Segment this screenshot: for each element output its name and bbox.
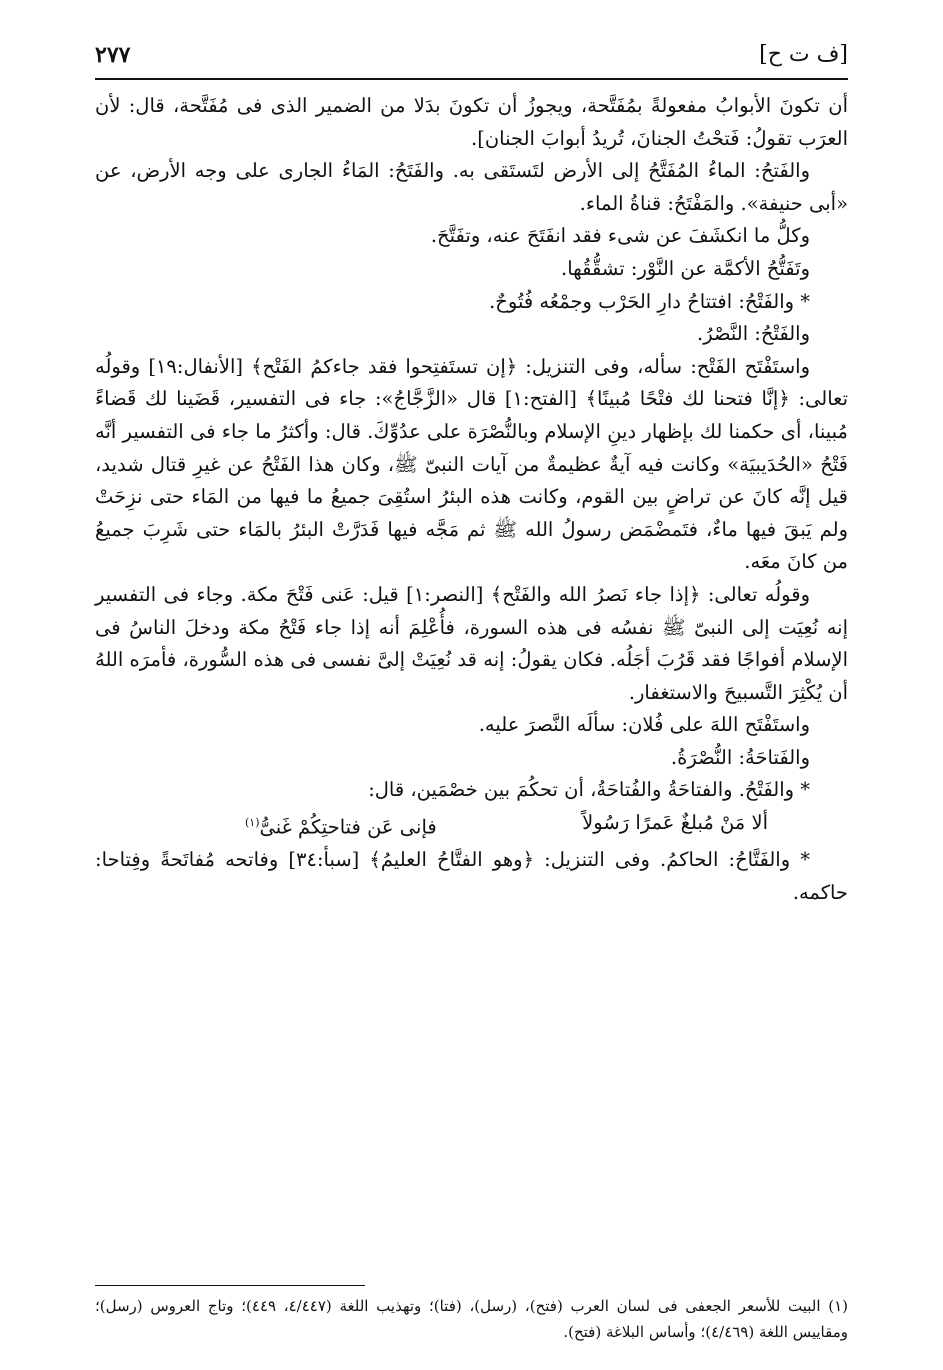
paragraph: والفَتاحَةُ: النُّصْرَةُ.	[670, 745, 810, 769]
paragraph: * والفَتْحُ: افتتاحُ دارِ الحَرْب وجمْعُه فُتُوحٌ.	[489, 289, 810, 313]
paragraph: وقولُه تعالى: ﴿إذا جاء نَصرُ الله والفَتْح﴾ [النصر:١] قيل: عَنى فَتْحَ مكة. وجاء فى التفسير إنه نُعِيَت إلى النبىّ ﷺ نفسُه فى هذه السورة، فأُعْلِمَ أنه إذا جاء فَتْحُ مكة ودخلَ الناسُ فى الإسلام أفواجًا فقد قَرُبَ أجَلُه. فكان يقولُ: إنه قد نُعِيَتْ إلىَّ نفسى فى هذه السُّورة، فأمرَه اللهُ أن يُكْثِرَ التَّسبيحَ والاستغفار.	[95, 582, 848, 704]
paragraph: أن تكونَ الأبوابُ مفعولةً بمُفَتَّحة، ويجوزُ أن تكونَ بدَلا من الضمير الذى فى مُفَتَّحة، قال: لأن العرَب تقولُ: فَتحْتُ الجنانَ، تُريدُ أبوابَ الجنان].	[95, 94, 848, 150]
paragraph: والفَتْحُ: النَّصْرُ.	[697, 322, 810, 346]
main-text	[95, 90, 848, 909]
verse-first-hemistich: ألا مَنْ مُبلغٌ عَمرًا رَسُولاً	[582, 811, 768, 835]
page-header	[95, 38, 848, 80]
footnote-marker: (١)	[245, 816, 260, 830]
paragraph: واستَفْتَح اللهَ على فُلان: سألَه النَّصرَ عليه.	[478, 713, 810, 737]
verse-second-hemistich	[245, 807, 437, 844]
footnote: (١) البيت للأسعر الجعفى فى لسان العرب (فتح)، (رسل)، (فتا)؛ وتهذيب اللغة (٤/٤٤٧، ٤٤٩)؛ وتاج العروس (رسل)؛ ومقاييس اللغة (٤/٤٦٩)؛ وأساس البلاغة (فتح).	[95, 1297, 849, 1341]
paragraph: * والفَتَّاحُ: الحاكمُ. وفى التنزيل: ﴿وهو الفتَّاحُ العليمُ﴾ [سبأ:٣٤] وفاتحه مُفاتَحةً وفِتاحا: حاكمه.	[95, 848, 848, 904]
paragraph: * والفَتْحُ. والفتاحَةُ والفُتاحَةُ، أن تحكُمَ بين خصْمَين، قال:	[368, 778, 810, 802]
paragraph: والفَتحُ: الماءُ المُفَتَّحُ إلى الأرض لتَستَقى به. والفَتَحُ: المَاءُ الجارى على وجه الأرض، عن «أبى حنيفة». والمَفْتَحُ: قناةُ الماء.	[95, 159, 848, 215]
page-number: ٢٧٧	[95, 42, 131, 68]
paragraph: وتَفَتُّحُ الأكمَّة عن النَّوْر: تشقُّقُها.	[561, 256, 810, 280]
footnotes	[95, 1293, 848, 1345]
verse-second-text: فإنى عَن فتاحتِكُمْ غَنىُّ	[259, 815, 437, 839]
poetry-verse	[95, 807, 848, 844]
footnote-divider	[95, 1285, 365, 1286]
paragraph: واستَفْتَح الفَتْح: سأله، وفى التنزيل: ﴿إن تستَفتِحوا فقد جاءكمُ الفَتْح﴾ [الأنفال:١٩] وقولُه تعالى: ﴿إنَّا فتحنا لك فتْحًا مُبينًا﴾ [الفتح:١] قال «الزَّجَّاجُ»: جاء فى التفسير، قَضَينا لك قَضاءً مُبينا، أى حكمنا لك بإظهار دينِ الإسلام وبالنُّصْرَة على عدُوِّكَ. قال: وأكثرُ ما جاء فى التفسير أنَّه فَتْحُ «الحُدَيبيَة» وكانت فيه آيةٌ عظيمةٌ من آيات النبىّ ﷺ، وكان هذا الفَتْحُ عن غيرِ قتال شديد، قيل إنَّه كانَ عن تراضٍ بين القوم، وكانت هذه البئرُ استُقِىَ جميعُ ما فيها من المَاء حتى نزِحَتْ ولم يَبقَ فيها ماءٌ، فتَمضْمَض رسولُ الله ﷺ ثم مَجَّه فيها فَدَرَّتْ البئرُ بالمَاء حتى شَرِبَ جميعُ من كانَ معَه.	[95, 354, 848, 574]
header-root-reference: [ف ت ح]	[759, 42, 848, 67]
paragraph: وكلُّ ما انكشَفَ عن شىء فقد انفَتَحَ عنه، وتفَتَّحَ.	[430, 224, 810, 248]
